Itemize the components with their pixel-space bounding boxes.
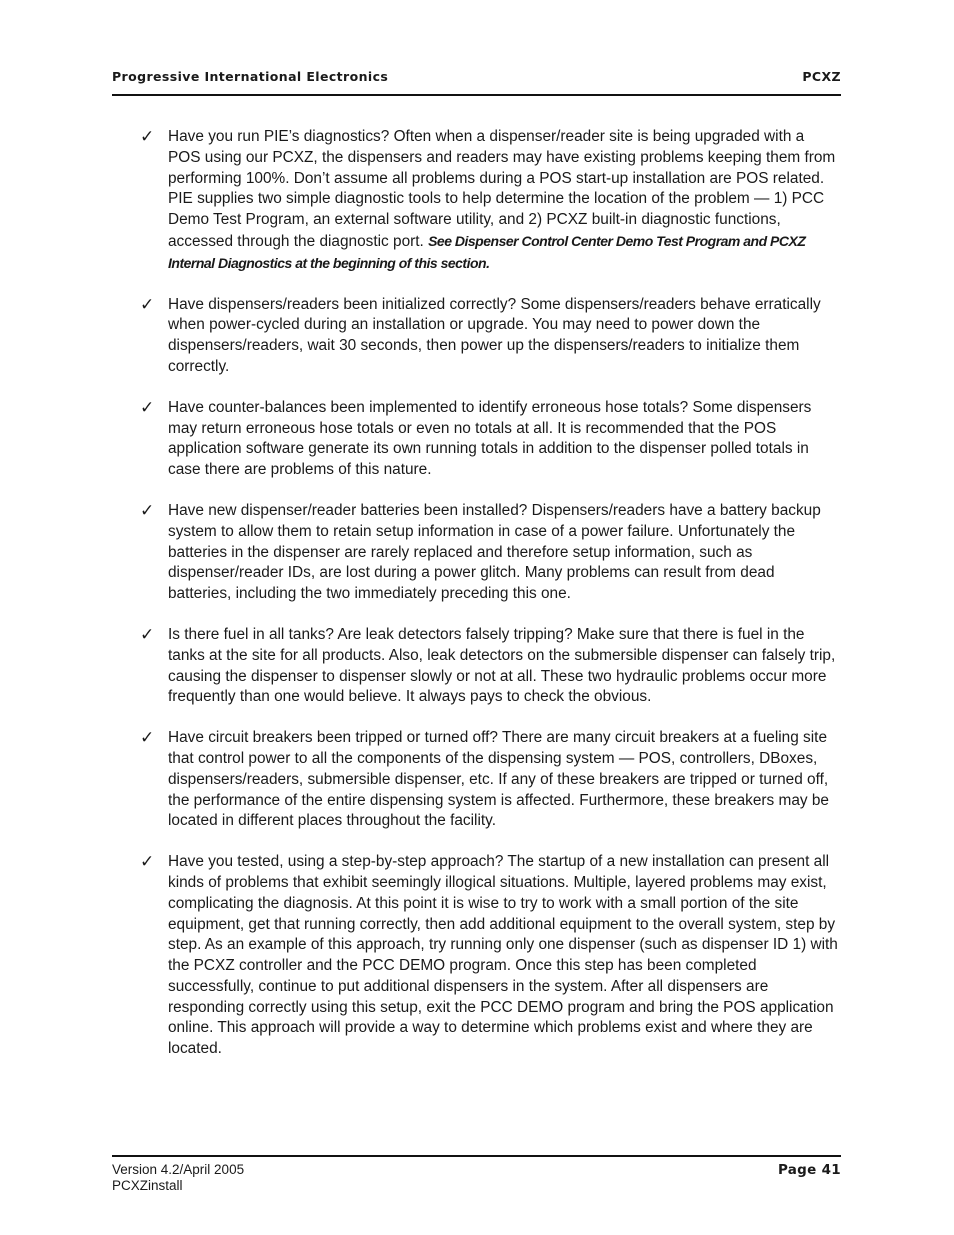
checklist-item-batteries [112,501,841,605]
footer-rule [112,1155,841,1157]
checklist-item-step-by-step [112,852,841,1060]
checklist-item-text: Have new dispenser/reader batteries been installed? Dispensers/readers have a battery backup system to allow them to retain setup information in case of a power failure. Unfortunately the batteries in the dispenser are rarely replaced and therefore setup information, such as dispenser/reader IDs, are lost during a power glitch. Many problems can result from dead batteries, including the two immediately preceding this one. [168,501,821,603]
check-icon: ✓ [140,852,155,873]
header-rule [112,94,841,96]
header-product: PCXZ [802,69,841,84]
page-footer-info [112,1162,244,1194]
check-icon: ✓ [140,624,155,645]
page-header [112,69,841,85]
header-company: Progressive International Electronics [112,69,389,84]
check-icon: ✓ [140,127,155,147]
check-icon: ✓ [140,728,155,749]
footer-doc-name: PCXZinstall [112,1178,183,1193]
checklist-item-text: Have counter-balances been implemented to identify erroneous hose totals? Some dispensers may return erroneous hose totals or even no totals at all. It is recommended that the POS application software generate its own running totals in addition to the dispenser polled totals in case there are problems of this nature. [168,398,812,479]
troubleshooting-checklist [112,127,841,1080]
checklist-item-text: Have dispensers/readers been initialized correctly? Some dispensers/readers behave erratically when power-cycled during an installation or upgrade. You may need to power down the dispensers/readers, wait 30 seconds, then power up the dispensers/readers to initialize them correctly. [168,295,821,375]
checklist-item-circuit-breakers [112,728,841,832]
checklist-item-text: Have you run PIE’s diagnostics? Often when a dispenser/reader site is being upgraded with a POS using our PCXZ, the dispensers and readers may have existing problems keeping them from performing 100%. Don’t assume all problems during a POS start-up installation are POS related. PIE supplies two simple diagnostic tools to help determine the location of the problem — 1) PCC Demo Test Program, an external software utility, and 2) PCXZ built-in diagnostic functions, accessed through the diagnostic port. [168,128,836,250]
checklist-item-fuel-tanks [112,625,841,708]
footer-version: Version 4.2/April 2005 [112,1162,245,1177]
check-icon: ✓ [140,397,155,418]
checklist-item-reference: See Dispenser Control Center Demo Test Program and PCXZ Internal Diagnostics at the beginning of this section. [168,232,806,271]
checklist-item-text: Have you tested, using a step-by-step approach? The startup of a new installation can present all kinds of problems that exhibit seemingly illogical situations. Multiple, layered problems may exist, complicating the diagnosis. At this point it is wise to try to work with a small portion of the site equipment, get that running correctly, then add additional equipment to the overall system, step by step. As an example of this approach, try running only one dispenser (such as dispenser ID 1) with the PCXZ controller and the PCC DEMO program. Once this step has been completed successfully, continue to put additional dispensers in the system. After all dispensers are responding correctly using this setup, exit the PCC DEMO program and bring the POS application online. This approach will provide a way to determine which problems exist and where they are located. [168,853,838,1058]
checklist-item-diagnostics [112,127,841,275]
checklist-item-text: Have circuit breakers been tripped or turned off? There are many circuit breakers at a fueling site that control power to all the components of the dispensing system — POS, controllers, DBoxes, dispensers/readers, submersible dispenser, etc. If any of these breakers are tripped or turned off, the performance of the entire dispensing system is affected. Furthermore, these breakers may be located in different places throughout the facility. [168,729,829,830]
check-icon: ✓ [140,294,155,315]
checklist-item-counter-balances [112,398,841,481]
page-number: Page 41 [777,1162,841,1178]
check-icon: ✓ [140,500,155,521]
checklist-item-text: Is there fuel in all tanks? Are leak detectors falsely tripping? Make sure that there is fuel in the tanks at the site for all products. Also, leak detectors on the submersible dispenser can falsely trip, causing the dispenser to dispenser slowly or not at all. These two hydraulic problems occur more frequently than one would believe. It always pays to check the obvious. [168,625,836,706]
checklist-item-initialization [112,295,841,378]
